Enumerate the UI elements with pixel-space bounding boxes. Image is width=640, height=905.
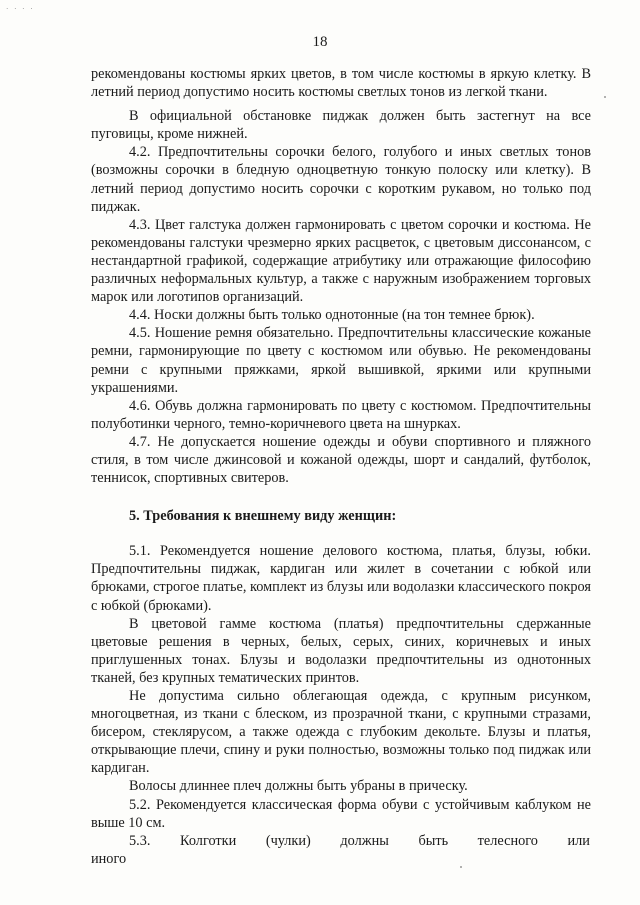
paragraph-jacket-buttoned: В официальной обстановке пиджак должен быть застегнут на все пуговицы, кроме нижней.	[91, 108, 591, 143]
paragraph-hair: Волосы длиннее плеч должны быть убраны в прическу.	[129, 778, 468, 795]
paragraph-5-1-business-suit: 5.1. Рекомендуется ношение делового костюма, платья, блузы, юбки. Предпочтительны пиджак, кардиган или жилет в сочетании с юбкой или брюками, строгое платье, комплект из блузы или водолазки классического покроя с юбкой (брюками).	[91, 543, 591, 614]
paragraph-continued: рекомендованы костюмы ярких цветов, в том числе костюмы в яркую клетку. В летний период допустимо носить костюмы светлых тонов из легкой ткани.	[91, 66, 591, 101]
section-heading-women: 5. Требования к внешнему виду женщин:	[129, 508, 397, 525]
paragraph-4-5-belt: 4.5. Ношение ремня обязательно. Предпочтительны классические кожаные ремни, гармонирующие по цвету с костюмом или обувью. Не рекомендованы ремни с крупными пряжками, яркой вышивкой, яркими или крупными украшениями.	[91, 325, 591, 396]
scan-artifact-mark: · · · ·	[6, 5, 35, 13]
paragraph-4-2-shirts: 4.2. Предпочтительны сорочки белого, голубого и иных светлых тонов (возможны сорочки в бледную одноцветную тонкую полоску или клетку). В летний период допустимо носить сорочки с коротким рукавом, но только под пиджак.	[91, 144, 591, 215]
scan-speck	[460, 866, 462, 868]
page-number: 18	[312, 34, 328, 50]
paragraph-4-6-shoes: 4.6. Обувь должна гармонировать по цвету с костюмом. Предпочтительны полуботинки черного, темно-коричневого цвета на шнурках.	[91, 397, 591, 432]
paragraph-color-palette: В цветовой гамме костюма (платья) предпочтительны сдержанные цветовые решения в черных, белых, серых, синих, коричневых и иных приглушенных тонах. Блузы и водолазки предпочтительны из однотонных тканей, без крупных тематических принтов.	[91, 615, 591, 686]
paragraph-4-4-socks: 4.4. Носки должны быть только однотонные (на тон темнее брюк).	[129, 307, 535, 324]
paragraph-4-7-sportswear: 4.7. Не допускается ношение одежды и обуви спортивного и пляжного стиля, в том числе джинсовой и кожаной одежды, шорт и сандалий, футболок, теннисок, спортивных свитеров.	[91, 433, 591, 487]
document-body	[91, 65, 591, 868]
paragraph-4-3-tie: 4.3. Цвет галстука должен гармонировать с цветом сорочки и костюма. Не рекомендованы галстуки чрезмерно ярких расцветок, с цветовым диссонансом, с нестандартной графикой, содержащие атрибутику или отражающие философию различных неформальных культур, а также с наружным изображением торговых марок или логотипов организаций.	[91, 216, 591, 306]
scan-speck	[604, 96, 606, 98]
paragraph-5-3-tights: 5.3. Колготки (чулки) должны быть телесного или иного	[91, 832, 590, 867]
paragraph-unacceptable-clothing: Не допустима сильно облегающая одежда, с крупным рисунком, многоцветная, из ткани с блеском, из прозрачной ткани, с крупными стразами, бисером, стеклярусом, а также одежда с глубоким декольте. Блузы и платья, открывающие плечи, спину и руки полностью, возможны только под пиджак или кардиган.	[91, 688, 591, 777]
paragraph-5-2-footwear: 5.2. Рекомендуется классическая форма обуви с устойчивым каблуком не выше 10 см.	[91, 796, 591, 831]
